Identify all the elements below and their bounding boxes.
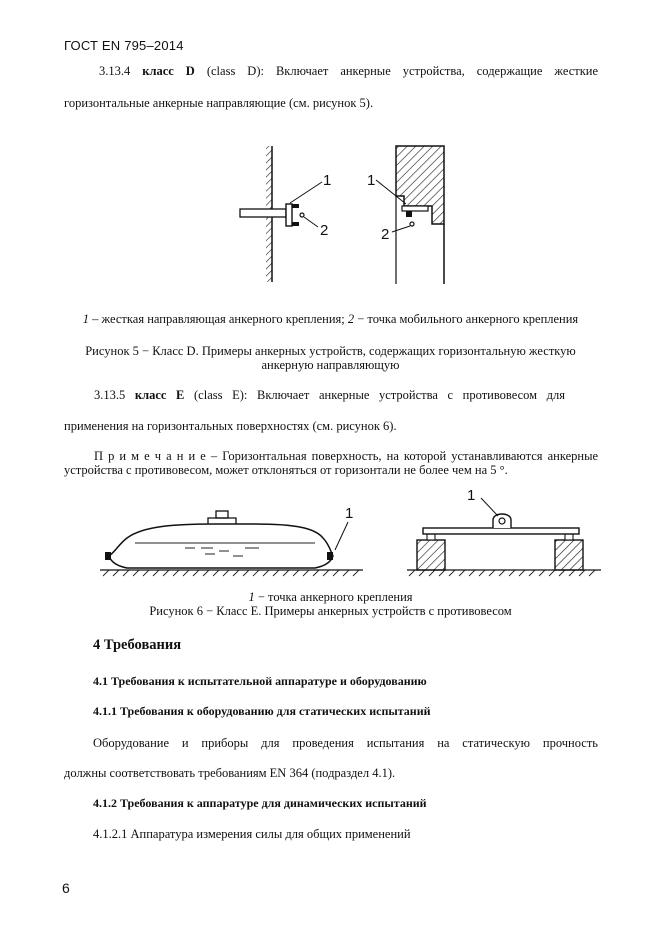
legend-text: − точка мобильного анкерного крепления [354, 312, 579, 326]
legend-number: 1 [82, 312, 90, 326]
clause-number: 3.13.4 [99, 64, 131, 78]
clause-3-13-5-line1 [94, 387, 565, 403]
section-4-1-2-1-text: 4.1.2.1 Аппаратура измерения силы для общих применений [93, 827, 411, 841]
section-4-1-2-heading: 4.1.2 Требования к аппаратуре для динамических испытаний [93, 796, 427, 810]
section-4-title: 4 Требования [93, 637, 182, 653]
note-text: – Горизонтальная поверхность, на которой устанавливаются анкерные [205, 449, 599, 463]
class-ref: (class E): [194, 388, 248, 402]
figure5-caption-line1: Рисунок 5 − Класс D. Примеры анкерных устройств, содержащих горизонтальную жесткую [85, 344, 576, 358]
section-4-1-heading: 4.1 Требования к испытательной аппаратуре и оборудованию [93, 674, 427, 688]
figure5-right-drawing [362, 140, 482, 285]
legend-text: − точка анкерного крепления [254, 590, 413, 604]
clause-number: 3.13.5 [94, 388, 126, 402]
figure6-caption: Рисунок 6 − Класс E. Примеры анкерных устройств с противовесом [149, 604, 512, 618]
section-4-1-1-heading: 4.1.1 Требования к оборудованию для статических испытаний [93, 704, 431, 718]
figure5-caption-line2: анкерную направляющую [261, 358, 400, 372]
note-label: П р и м е ч а н и е [94, 449, 206, 463]
section-4-1-1-text-line1: Оборудование и приборы для проведения испытания на статическую прочность [93, 736, 598, 750]
document-header: ГОСТ EN 795–2014 [64, 38, 184, 53]
note-line2: устройства с противовесом, может отклоняться от горизонтали не более чем на 5 °. [64, 463, 508, 477]
legend-text: – жесткая направляющая анкерного крепления; [89, 312, 348, 326]
figure5-legend [40, 311, 621, 327]
figure5-callout-2b: 2 [381, 226, 390, 243]
clause-3-13-4-line1 [99, 63, 598, 79]
section-4-1-1-text-line2: должны соответствовать требованиям EN 364 (подраздел 4.1). [64, 766, 396, 780]
figure6-callout-1: 1 [345, 505, 354, 522]
page-number: 6 [62, 880, 70, 896]
clause-text: Включает анкерные устройства, содержащие жесткие [275, 64, 599, 78]
figure5-left-drawing [230, 142, 360, 282]
figure5-callout-1: 1 [323, 172, 332, 189]
legend-number: 2 [347, 312, 355, 326]
figure6-right-drawing [405, 488, 605, 578]
legend-number: 1 [248, 590, 255, 604]
clause-text: Включает анкерные устройства с противовесом для [256, 388, 566, 402]
figure6-callout-1b: 1 [467, 487, 476, 504]
figure5-callout-1b: 1 [367, 172, 376, 189]
clause-3-13-5-line2: применения на горизонтальных поверхностях (см. рисунок 6). [64, 419, 397, 433]
class-ref: (class D): [206, 64, 264, 78]
class-label: класс D [142, 64, 195, 78]
figure6-left-drawing [95, 490, 375, 580]
clause-3-13-4-line2: горизонтальные анкерные направляющие (см. рисунок 5). [64, 96, 374, 110]
class-label: класс E [134, 388, 185, 402]
figure5-callout-2: 2 [320, 222, 329, 239]
